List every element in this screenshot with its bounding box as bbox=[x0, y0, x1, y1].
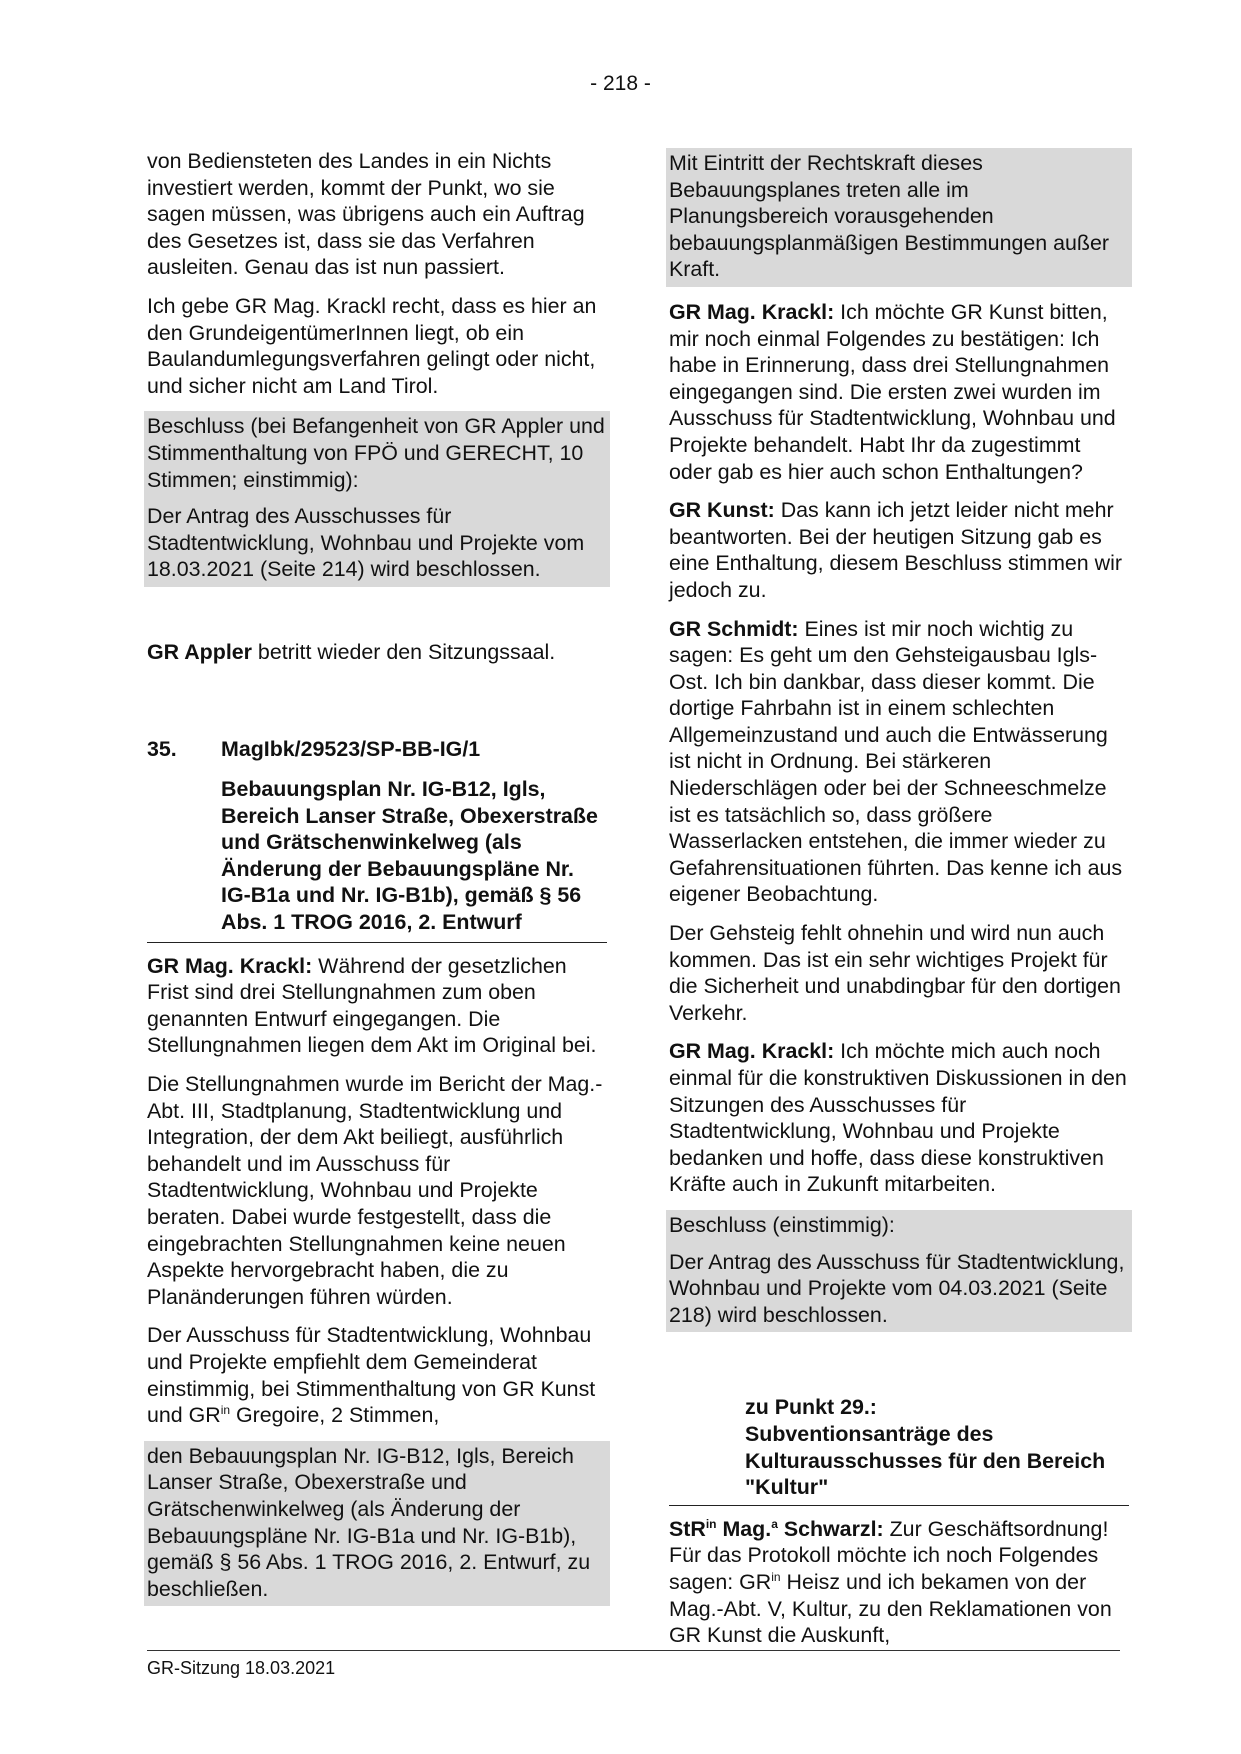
speech-text: Eines ist mir noch wichtig zu sagen: Es geht um den Gehsteigausbau Igls-Ost. Ich bin dankbar, dass dieser kommt. Die dortige Fahrbahn ist in einem schlechten Allgemeinzustand und auch die Entwässerung ist nicht in Ordnung. Bei stärkeren Niederschlägen oder bei der Schneeschmelze ist es tatsächlich so, dass größere Wasserlacken entstehen, die immer wieder zu Gefahrensituationen führten. Das kenne ich aus eigener Beobachtung. bbox=[669, 616, 1123, 907]
legal-note-block bbox=[666, 148, 1132, 287]
decision-heading: Beschluss (einstimmig): bbox=[669, 1212, 895, 1237]
decision-text: Der Antrag des Ausschuss für Stadtentwicklung, Wohnbau und Projekte vom 04.03.2021 (Seite 218) wird beschlossen. bbox=[669, 1249, 1125, 1327]
superscript: in bbox=[771, 1569, 781, 1584]
item-code: MagIbk/29523/SP-BB-IG/1 bbox=[221, 736, 481, 761]
page-number: - 218 - bbox=[590, 72, 651, 95]
speech-text: Ich möchte GR Kunst bitten, mir noch einmal Folgendes zu bestätigen: Ich habe in Erinnerung, dass drei Stellungnahmen eingegangen sind. Die ersten zwei wurden im Ausschuss für Stadtentwicklung, Wohnbau und Projekte behandelt. Habt Ihr da zugestimmt oder gab es hier auch schon Enthaltungen? bbox=[669, 299, 1116, 484]
paragraph: von Bediensteten des Landes in ein Nichts investiert werden, kommt der Punkt, wo sie sagen müssen, was übrigens auch ein Auftrag des Gesetzes ist, dass sie das Verfahren ausleiten. Genau das ist nun passiert. bbox=[147, 149, 585, 280]
agenda-item-reference bbox=[669, 1394, 1129, 1505]
decision-text: Der Antrag des Ausschusses für Stadtentwicklung, Wohnbau und Projekte vom 18.03.2021 (Seite 214) wird beschlossen. bbox=[147, 504, 585, 582]
speech-schwarzl bbox=[669, 1516, 1129, 1649]
appler-note bbox=[147, 639, 607, 666]
speaker-name: StR$^{in}$ Mag.$^a$ Schwarzl: bbox=[669, 1516, 884, 1541]
motion-text: den Bebauungsplan Nr. IG-B12, Igls, Bereich Lanser Straße, Obexerstraße und Grätschenwinkelweg (als Änderung der Bebauungspläne Nr. IG-B1a und Nr. IG-B1b), gemäß § 56 Abs. 1 TROG 2016, 2. Entwurf, zu beschließen. bbox=[147, 1443, 591, 1601]
speech-kunst bbox=[669, 497, 1129, 603]
item-title: Bebauungsplan Nr. IG-B12, Igls, Bereich Lanser Straße, Obexerstraße und Grätschenwinkelweg (als Änderung der Bebauungspläne Nr. IG-B1a und Nr. IG-B1b), gemäß § 56 Abs. 1 TROG 2016, 2. Entwurf bbox=[147, 776, 607, 943]
left-column bbox=[147, 148, 607, 1606]
footer-text: GR-Sitzung 18.03.2021 bbox=[147, 1658, 336, 1678]
speech-text: Zur Geschäftsordnung! Für das Protokoll möchte ich noch Folgendes sagen: GR bbox=[669, 1516, 1109, 1594]
punkt-title: Subventionsanträge des Kulturausschusses für den Bereich "Kultur" bbox=[745, 1421, 1106, 1500]
agenda-item-header bbox=[147, 736, 607, 763]
speech-krackl bbox=[669, 1038, 1129, 1198]
legal-note: Mit Eintritt der Rechtskraft dieses Bebauungsplanes treten alle im Planungsbereich vorausgehenden bebauungsplanmäßigen Bestimmungen außer Kraft. bbox=[669, 151, 1109, 282]
paragraph: Die Stellungnahmen wurde im Bericht der Mag.-Abt. III, Stadtplanung, Stadtentwicklung und Integration, der dem Akt beiliegt, ausführlich behandelt und im Ausschuss für Stadtentwicklung, Wohnbau und Projekte beraten. Dabei wurde festgestellt, dass die eingebrachten Stellungnahmen keine neuen Aspekte hervorgebracht haben, die zu Planänderungen führen würden. bbox=[147, 1072, 603, 1309]
footer-divider bbox=[147, 1650, 1120, 1651]
speech-schmidt bbox=[669, 616, 1129, 909]
note-text: betritt wieder den Sitzungssaal. bbox=[251, 639, 556, 664]
decision-block bbox=[666, 1210, 1132, 1332]
paragraph: Ich gebe GR Mag. Krackl recht, dass es hier an den GrundeigentümerInnen liegt, ob ein Baulandumlegungsverfahren gelingt oder nicht, und sicher nicht am Land Tirol. bbox=[147, 293, 597, 398]
superscript: in bbox=[220, 1403, 231, 1418]
speech-text: Heisz und ich bekamen von der Mag.-Abt. V, Kultur, zu den Reklamationen von GR Kunst die Auskunft, bbox=[669, 1569, 1112, 1648]
right-column bbox=[669, 148, 1129, 1661]
item-number: 35. bbox=[147, 736, 177, 761]
punkt-heading: zu Punkt 29.: bbox=[745, 1395, 877, 1420]
speech-text: Das kann ich jetzt leider nicht mehr beantworten. Bei der heutigen Sitzung gab es eine Enthaltung, diesem Beschluss stimmen wir jedoch zu. bbox=[669, 498, 1122, 602]
speaker-name: GR Kunst: bbox=[669, 498, 775, 523]
motion-block bbox=[144, 1441, 610, 1607]
speaker-name: GR Schmidt: bbox=[669, 616, 799, 641]
speaker-name: GR Mag. Krackl: bbox=[669, 1039, 835, 1064]
decision-block bbox=[144, 411, 610, 587]
speech-text: Ich möchte mich auch noch einmal für die konstruktiven Diskussionen in den Sitzungen des Ausschusses für Stadtentwicklung, Wohnbau und Projekte bedanken und hoffe, dass diese konstruktiven Kräfte auch in Zukunft mitarbeiten. bbox=[669, 1039, 1127, 1197]
speaker-name: GR Appler bbox=[147, 639, 252, 664]
text-part: Gregoire, 2 Stimmen, bbox=[230, 1403, 440, 1428]
speech-krackl bbox=[147, 953, 607, 1059]
text-part: Der Ausschuss für Stadtentwicklung, Wohnbau und Projekte empfiehlt dem Gemeinderat einstimmig, bei Stimmenthaltung von GR Kunst und GR bbox=[147, 1323, 596, 1428]
decision-heading: Beschluss (bei Befangenheit von GR Appler und Stimmenthaltung von FPÖ und GERECHT, 10 Stimmen; einstimmig): bbox=[147, 414, 605, 492]
speech-text: Während der gesetzlichen Frist sind drei Stellungnahmen zum oben genannten Entwurf eingegangen. Die Stellungnahmen liegen dem Akt im Original bei. bbox=[147, 953, 597, 1058]
paragraph: Der Gehsteig fehlt ohnehin und wird nun auch kommen. Das ist ein sehr wichtiges Projekt für die Sicherheit und unabdingbar für den dortigen Verkehr. bbox=[669, 921, 1121, 1025]
speaker-name: GR Mag. Krackl: bbox=[147, 953, 313, 978]
paragraph bbox=[147, 1322, 607, 1428]
speaker-name: GR Mag. Krackl: bbox=[669, 299, 835, 324]
speech-krackl bbox=[669, 299, 1129, 485]
